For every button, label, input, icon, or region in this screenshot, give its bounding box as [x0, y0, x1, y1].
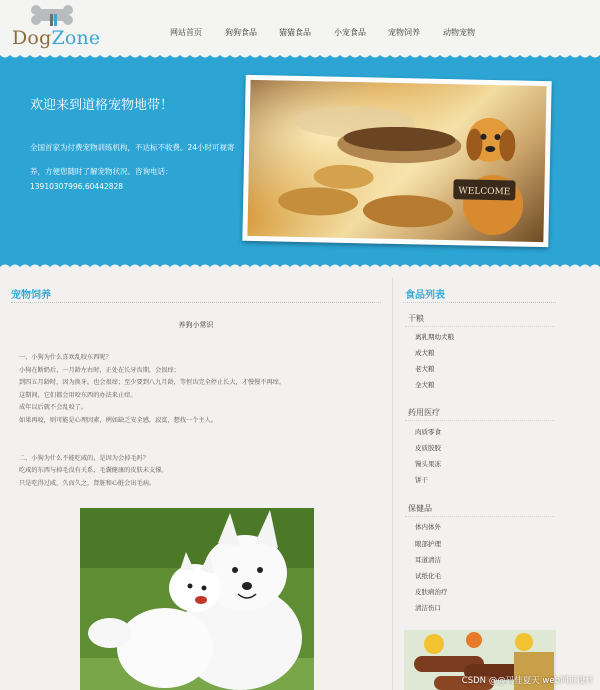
title-underline: [403, 302, 556, 303]
logo-dog-text: Dog: [12, 27, 52, 49]
pet-food-illustration: [247, 80, 546, 242]
welcome-sign-text: WELCOME: [458, 186, 511, 198]
nav-small-pet-food[interactable]: 小宠食品: [334, 28, 366, 37]
samoyed-dogs-image: [80, 508, 314, 690]
wave-divider-bottom: [0, 260, 600, 270]
banner-description: 全国首家为付费宠物训练机构，不达标不收费。24小时可视寄养，方便您随时了解宠物状况。咨询电话：: [30, 143, 235, 176]
food-item[interactable]: 皮肤病治疗: [415, 588, 448, 596]
category-health[interactable]: 保健品: [408, 504, 432, 513]
nav-pet-care[interactable]: 宠物饲养: [388, 28, 420, 37]
bone-icon: [30, 4, 74, 26]
food-item[interactable]: 体内体外: [415, 523, 441, 531]
food-item-label: 幼犬粮: [434, 333, 454, 341]
article-line: 一、小狗为什么喜欢乱咬东西呢？: [19, 354, 112, 361]
food-item[interactable]: 眼部护理: [415, 540, 441, 548]
category-medical[interactable]: 药用医疗: [408, 408, 440, 417]
column-divider: [392, 278, 393, 690]
category-underline: [405, 420, 555, 421]
article-title: 养狗小常识: [178, 321, 214, 329]
logo-zone-text: Zone: [51, 27, 101, 49]
nav-home[interactable]: 网站首页: [170, 28, 202, 37]
title-underline: [11, 302, 381, 303]
food-item[interactable]: 饼干: [415, 476, 428, 484]
logo[interactable]: [12, 2, 102, 54]
food-item[interactable]: 老犬粮: [415, 365, 435, 373]
food-item[interactable]: 清洁伤口: [415, 604, 441, 612]
main-content: [0, 270, 600, 690]
article-body: [19, 352, 379, 490]
category-dry-food[interactable]: 干粮: [408, 314, 424, 323]
wave-divider-top: [0, 52, 600, 62]
food-item[interactable]: 成犬粮: [415, 349, 435, 357]
nav-dog-food[interactable]: 狗狗食品: [225, 28, 257, 37]
article-line: 二、小狗为什么不能吃咸的，是因为会掉毛吗？: [19, 454, 149, 462]
food-item[interactable]: 皮质胶胶: [415, 444, 441, 452]
article-line: 到四五月龄时，因为换牙，也会很痒；至少要到八九月龄，等恒齿完全停止长大，才慢慢不再痒。: [19, 379, 286, 387]
nav-cat-food[interactable]: 猫猫食品: [279, 28, 311, 37]
banner-photo: [242, 75, 551, 247]
food-item[interactable]: [415, 332, 454, 341]
nav-animals[interactable]: 动物宠物: [443, 28, 475, 37]
pet-food-shop-image: [247, 80, 546, 242]
category-underline: [405, 516, 555, 517]
food-item[interactable]: 馒头果冻: [415, 460, 441, 468]
header: [0, 0, 600, 58]
article-line: 小狗在断奶后、一月龄左右时，正处在长牙齿期，会很痒；: [19, 366, 180, 374]
food-item[interactable]: 全犬粮: [415, 381, 435, 389]
banner: [0, 52, 600, 270]
banner-phone: 13910307996,60442828: [30, 182, 124, 191]
article-line: 吃咸的东西与掉毛没有关系，毛囊健康的皮肤未支撑。: [19, 467, 168, 475]
article-line: 成年以后就不会乱咬了。: [19, 404, 88, 412]
section-title-pet-care: 宠物饲养: [11, 290, 51, 301]
food-item[interactable]: 耳道清洁: [415, 556, 441, 564]
category-underline: [405, 326, 555, 327]
article-line: 如果再咬，则可能是心理因素，例如缺乏安全感，寂寞，想找一个主人。: [19, 416, 217, 424]
section-title-food-list: 食品列表: [405, 290, 445, 301]
banner-title: 欢迎来到道格宠物地带！: [30, 98, 174, 113]
article-line: 只是吃得过咸，久而久之，肾脏和心脏会出毛病。: [19, 479, 156, 487]
logo-text: [12, 27, 100, 49]
watermark: CSDN @@码佳夏天 web网页设计: [461, 676, 594, 686]
article-line: 这期间，它们都会用咬东西的办法来止痒。: [19, 391, 137, 399]
food-item[interactable]: 肉质零食: [415, 428, 441, 436]
food-item-prefix: 离乳期: [415, 333, 435, 341]
food-item[interactable]: 试纸化毛: [415, 572, 441, 580]
